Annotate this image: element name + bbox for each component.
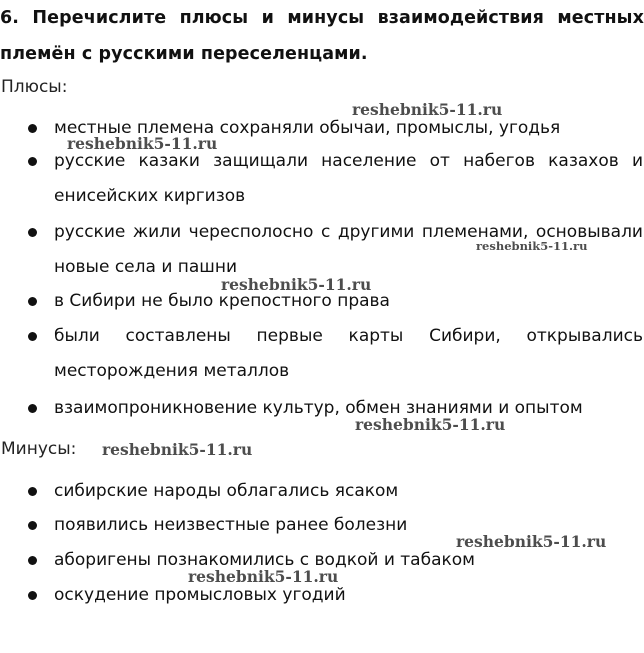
cons-item-3: аборигены познакомились с водкой и табаком — [54, 550, 475, 570]
bullet-icon — [28, 591, 37, 600]
bullet-icon — [28, 124, 37, 133]
watermark: reshebnik5-11.ru — [355, 415, 506, 434]
cons-item-2: появились неизвестные ранее болезни — [54, 515, 408, 535]
pros-item-3: русские жили чересполосно с другими племенами, основывали новые села и пашни — [54, 222, 643, 277]
watermark: reshebnik5-11.ru — [221, 275, 372, 294]
bullet-icon — [28, 521, 37, 530]
bullet-icon — [28, 332, 37, 341]
bullet-icon — [28, 228, 37, 237]
watermark: reshebnik5-11.ru — [352, 100, 503, 119]
watermark: reshebnik5-11.ru — [456, 532, 607, 551]
bullet-icon — [28, 556, 37, 565]
pros-item-2: русские казаки защищали население от набегов казахов и енисейских киргизов — [54, 151, 643, 206]
pros-heading: Плюсы: — [1, 77, 68, 97]
question-title: 6. Перечислите плюсы и минусы взаимодействия местных племён с русскими переселенцами. — [0, 8, 644, 64]
pros-item-4: в Сибири не было крепостного права — [54, 291, 390, 311]
watermark: reshebnik5-11.ru — [476, 239, 588, 253]
pros-item-1: местные племена сохраняли обычаи, промыслы, угодья — [54, 118, 561, 138]
bullet-icon — [28, 157, 37, 166]
bullet-icon — [28, 487, 37, 496]
watermark: reshebnik5-11.ru — [102, 440, 253, 459]
bullet-icon — [28, 297, 37, 306]
cons-item-1: сибирские народы облагались ясаком — [54, 481, 399, 501]
pros-item-6: взаимопроникновение культур, обмен знаниями и опытом — [54, 398, 583, 418]
watermark: reshebnik5-11.ru — [188, 567, 339, 586]
pros-item-5: были составлены первые карты Сибири, открывались месторождения металлов — [54, 326, 643, 381]
cons-heading: Минусы: — [1, 439, 77, 459]
watermark: reshebnik5-11.ru — [67, 134, 218, 153]
cons-item-4: оскудение промысловых угодий — [54, 585, 346, 605]
bullet-icon — [28, 404, 37, 413]
